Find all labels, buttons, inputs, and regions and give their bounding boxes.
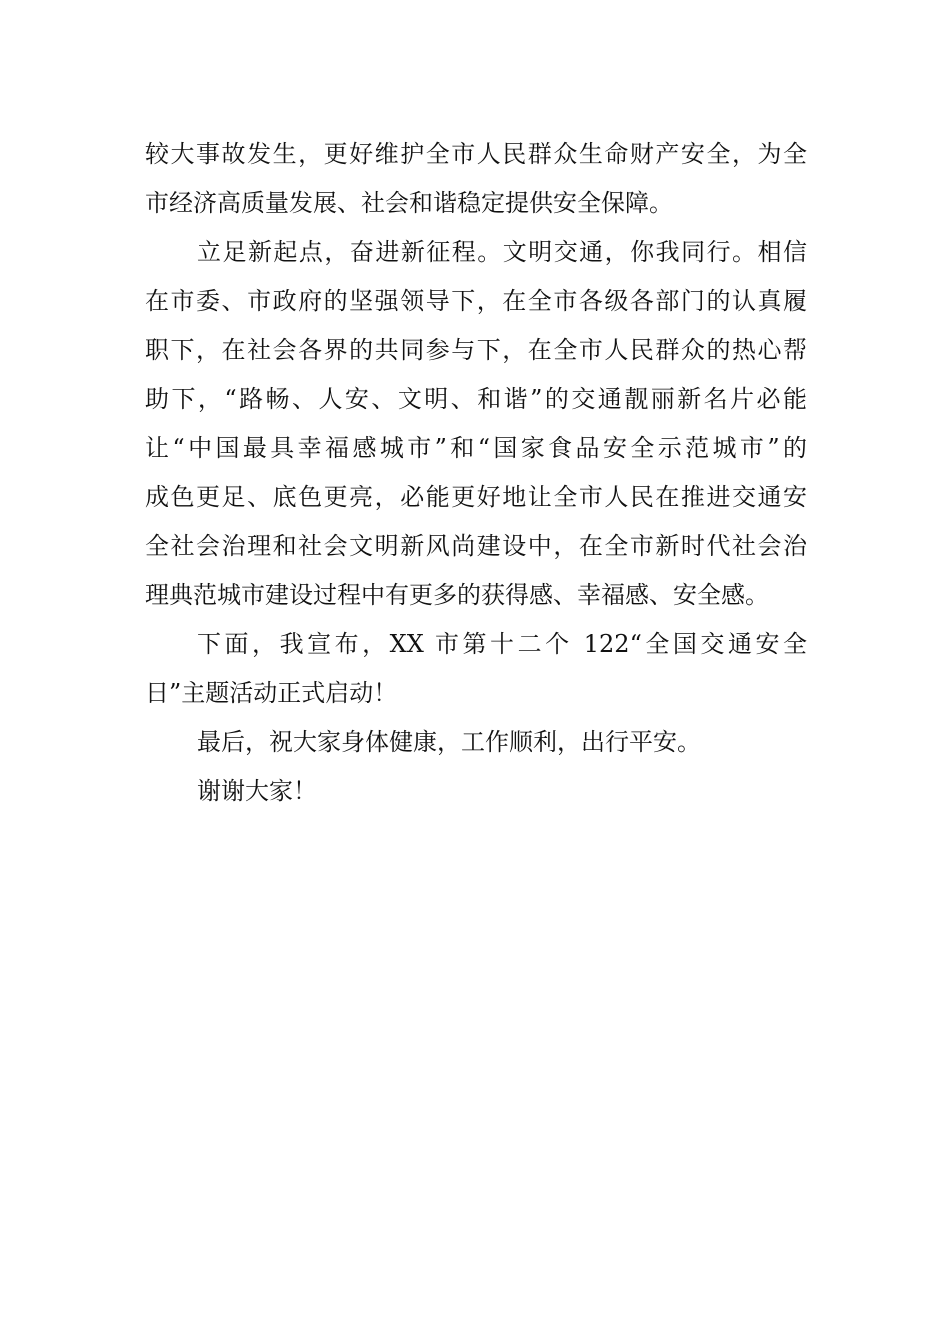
text-line: 市经济高质量发展、社会和谐稳定提供安全保障。 xyxy=(145,189,673,217)
text-line: 全社会治理和社会文明新风尚建设中，在全市新时代社会治 xyxy=(145,532,807,560)
paragraph-new-starting-point xyxy=(145,228,807,620)
paragraph-thanks xyxy=(145,767,807,816)
paragraph-closing-safety xyxy=(145,130,807,228)
paragraph-wishes xyxy=(145,718,807,767)
text-line: 职下，在社会各界的共同参与下，在全市人民群众的热心帮 xyxy=(145,336,807,364)
text-line: 让“中国最具幸福感城市”和“国家食品安全示范城市”的 xyxy=(145,434,807,462)
paragraph-announcement xyxy=(145,620,807,718)
text-line: 最后，祝大家身体健康，工作顺利，出行平安。 xyxy=(197,728,701,756)
text-line: 成色更足、底色更亮，必能更好地让全市人民在推进交通安 xyxy=(145,483,807,511)
text-line: 下面，我宣布，XX 市第十二个 122“全国交通安全 xyxy=(197,630,807,658)
text-line: 理典范城市建设过程中有更多的获得感、幸福感、安全感。 xyxy=(145,581,769,609)
text-line: 助下，“路畅、人安、文明、和谐”的交通靓丽新名片必能 xyxy=(145,385,807,413)
text-line: 在市委、市政府的坚强领导下，在全市各级各部门的认真履 xyxy=(145,287,807,315)
text-line: 立足新起点，奋进新征程。文明交通，你我同行。相信 xyxy=(197,238,807,266)
text-line: 较大事故发生，更好维护全市人民群众生命财产安全，为全 xyxy=(145,140,807,168)
text-line: 日”主题活动正式启动！ xyxy=(145,679,398,707)
document-body xyxy=(145,130,807,816)
text-line: 谢谢大家！ xyxy=(197,777,317,805)
